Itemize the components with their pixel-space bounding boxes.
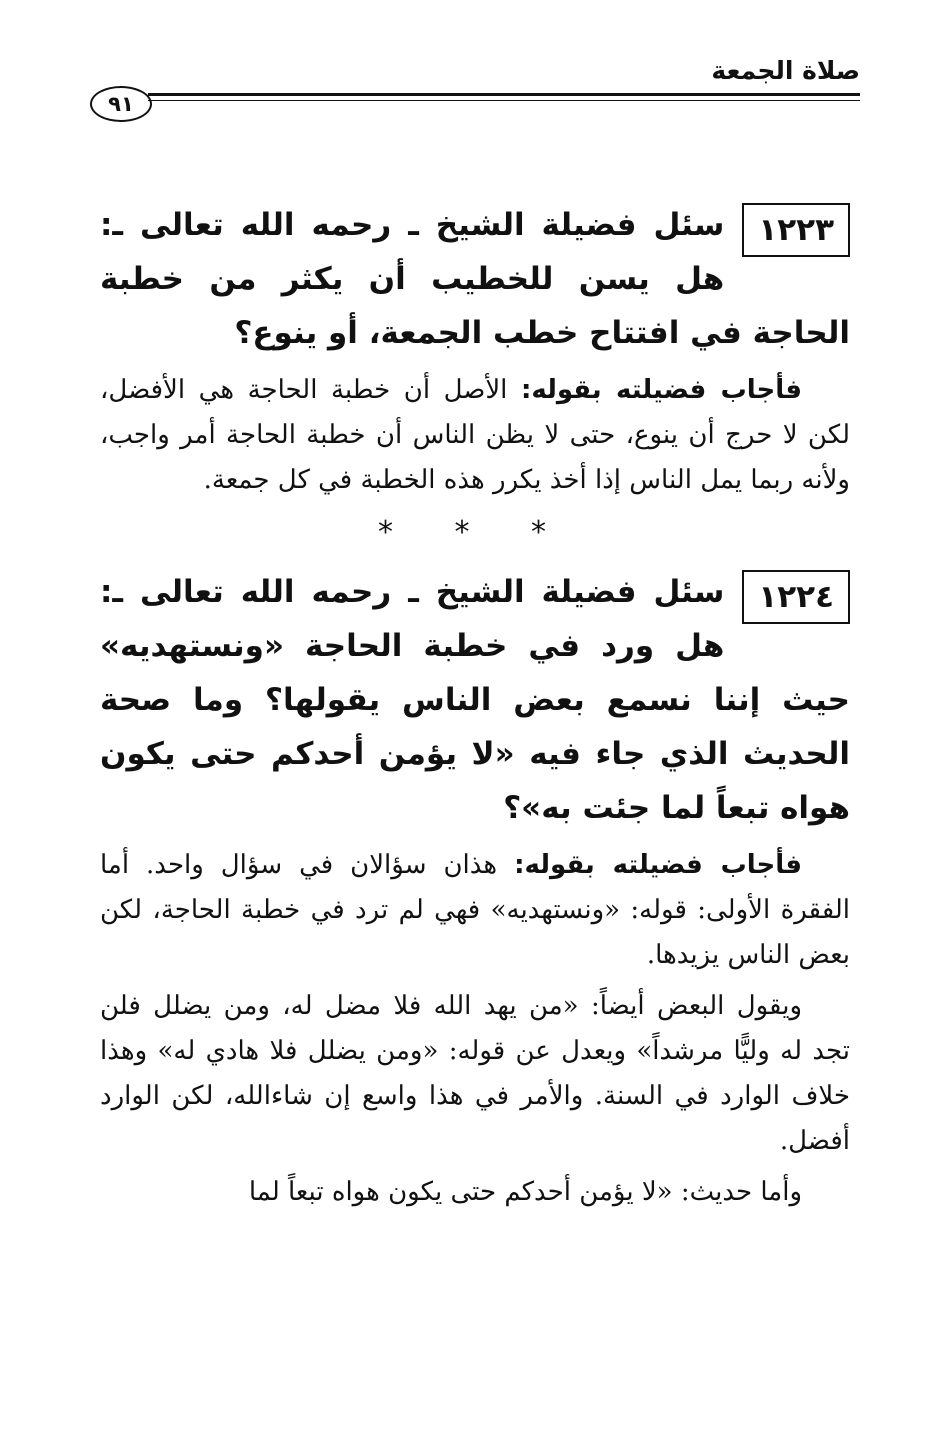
answer-paragraph-continued: ويقول البعض أيضاً: «من يهد الله فلا مضل له، ومن يضلل فلن تجد له وليًّا مرشداً» ويعدل عن قوله: «ومن يضلل فلا هادي له» وهذا خلاف الوارد في السنة. والأمر في هذا واسع إن شاءالله، لكن الوارد أفضل.: [100, 991, 850, 1156]
question-text: سئل فضيلة الشيخ ـ رحمه الله تعالى ـ: هل ورد في خطبة الحاجة «ونستهديه» حيث إننا نسمع بعض الناس يقولها؟ وما صحة الحديث الذي جاء فيه «لا يؤمن أحدكم حتى يكون هواه تبعاً لما جئت به»؟: [100, 574, 850, 826]
question-paragraph: [100, 565, 850, 835]
header-rule: [148, 93, 860, 101]
question-paragraph: [100, 198, 850, 360]
answer-paragraph-continued: وأما حديث: «لا يؤمن أحدكم حتى يكون هواه تبعاً لما: [248, 1177, 802, 1207]
answer-lead: فأجاب فضيلته بقوله:: [514, 850, 802, 880]
answer-text: هذان سؤالان في سؤال واحد. أما الفقرة الأولى: قوله: «ونستهديه» فهي لم ترد في خطبة الحاجة، لكن بعض الناس يزيدها.: [100, 850, 850, 970]
fatwa-entry-1224: [100, 565, 850, 1215]
answer-text: الأصل أن خطبة الحاجة هي الأفضل، لكن لا حرج أن ينوع، حتى لا يظن الناس أن خطبة الحاجة أمر واجب، ولأنه ربما يمل الناس إذا أخذ يكرر هذه الخطبة في كل جمعة.: [100, 375, 850, 495]
answer-paragraph: [100, 368, 850, 503]
page-number: ٩١: [90, 86, 152, 122]
question-text: سئل فضيلة الشيخ ـ رحمه الله تعالى ـ: هل يسن للخطيب أن يكثر من خطبة الحاجة في افتتاح خطب الجمعة، أو ينوع؟: [100, 207, 850, 351]
running-header-title: صلاة الجمعة: [711, 56, 860, 85]
entry-number-box: ١٢٢٤: [742, 570, 850, 624]
answer-lead: فأجاب فضيلته بقوله:: [520, 375, 802, 405]
entry-number-box: ١٢٢٣: [742, 203, 850, 257]
fatwa-entry-1223: [100, 198, 850, 503]
page-body: [100, 198, 850, 1215]
section-separator: * * *: [377, 515, 573, 550]
answer-paragraph: [100, 843, 850, 978]
